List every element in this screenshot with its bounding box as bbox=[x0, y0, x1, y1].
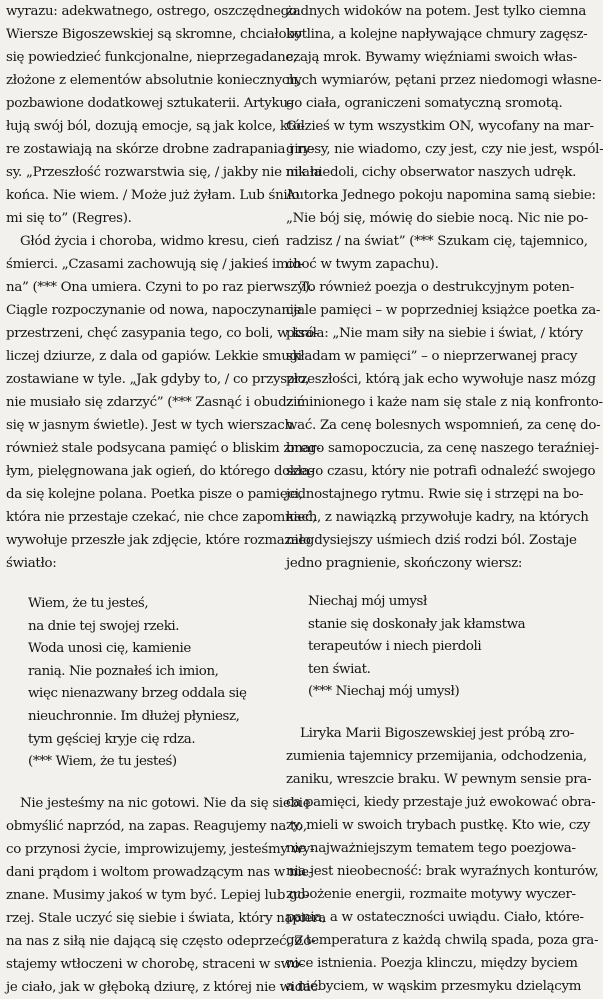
text-line: Wiem, że tu jesteś, bbox=[28, 596, 149, 611]
text-line: również stale podsycana pamięć o bliskim zmar- bbox=[6, 441, 321, 456]
poem-quote bbox=[6, 593, 280, 774]
text-line: niegdysiejszy uśmiech dziś rodzi ból. Zostaje bbox=[286, 533, 577, 548]
text-line: jednostajnego rytmu. Rwie się i strzępi na bo- bbox=[286, 487, 584, 502]
text-line: (*** Wiem, że tu jesteś) bbox=[28, 754, 177, 770]
text-line: stanie się doskonały jak kłamstwa bbox=[308, 616, 526, 632]
text-line: czają mrok. Bywamy więźniami swoich włas- bbox=[286, 50, 577, 65]
text-line: wywołuje przeszłe jak zdjęcie, które rozmazało bbox=[6, 533, 311, 548]
text-line: Wiersze Bigoszewskiej są skromne, chciałoby bbox=[6, 27, 302, 42]
text-line: rzej. Stale uczyć się siebie i świata, który napiera bbox=[6, 910, 326, 926]
text-line: złożone z elementów absolutnie koniecznych, bbox=[6, 73, 302, 88]
text-line: która nie przestaje czekać, nie chce zapomnieć, bbox=[6, 510, 317, 525]
text-line: nia jest nieobecność: brak wyraźnych konturów, bbox=[286, 863, 599, 879]
text-line: To również poezja o destrukcyjnym poten- bbox=[300, 280, 574, 295]
text-line: ranią. Nie poznałeś ich imion, bbox=[28, 663, 219, 679]
paragraph bbox=[6, 230, 321, 575]
left-column bbox=[6, 0, 326, 999]
text-line: wyrazu: adekwatnego, ostrego, oszczędnego. bbox=[6, 4, 301, 19]
text-line: go ciała, ograniczeni somatyczną sromotą. bbox=[286, 96, 563, 111]
text-line: choć w twym zapachu). bbox=[286, 257, 439, 272]
text-line: pisała: „Nie mam siły na siebie i świat, / który bbox=[286, 326, 583, 341]
text-line: wać. Za cenę bolesnych wspomnień, za cenę do- bbox=[286, 418, 601, 433]
text-line: terapeutów i niech pierdoli bbox=[308, 639, 482, 655]
text-line: zy, mieli w swoich trybach pustkę. Kto wie, czy bbox=[286, 817, 591, 833]
text-line: co przynosi życie, improwizujemy, jesteśmy wy- bbox=[6, 841, 315, 857]
text-line: żadnych widoków na potem. Jest tylko ciemna bbox=[286, 4, 587, 19]
text-line: Głód życia i choroba, widmo kresu, cień bbox=[20, 234, 280, 249]
text-line: się w jasnym świetle). Jest w tych wierszach bbox=[6, 418, 293, 433]
text-line: się powiedzieć funkcjonalne, nieprzegadane, bbox=[6, 50, 298, 65]
text-line: łym, pielęgnowana jak ogień, do którego dokła- bbox=[6, 464, 314, 479]
text-line: światło: bbox=[6, 556, 57, 571]
text-line: ten świat. bbox=[308, 661, 371, 677]
text-line: mi się to” (Regres). bbox=[6, 211, 132, 226]
text-line: Liryka Marii Bigoszewskiej jest próbą zro- bbox=[300, 725, 574, 741]
text-line: Gdzieś w tym wszystkim ON, wycofany na mar- bbox=[286, 119, 594, 134]
text-line: brego samopoczucia, za cenę naszego teraźniej- bbox=[286, 441, 599, 456]
text-line: pozbawione dodatkowej sztukaterii. Artyku- bbox=[6, 96, 292, 111]
paragraph bbox=[286, 0, 603, 276]
text-line: Ciągle rozpoczynanie od nowa, napoczynanie bbox=[6, 303, 302, 318]
text-line: go temperatura z każdą chwilą spada, poza gra- bbox=[286, 932, 599, 948]
text-line: zubożenie energii, rozmaite motywy wyczer- bbox=[286, 886, 576, 902]
text-line: nik niedoli, cichy obserwator naszych udręk. bbox=[286, 165, 577, 180]
text-line: stajemy wtłoczeni w chorobę, straceni w swo- bbox=[6, 956, 304, 972]
text-line: nie musiało się zdarzyć” (*** Zasnąć i obudzić bbox=[6, 395, 305, 410]
text-line: Niechaj mój umysł bbox=[308, 594, 427, 609]
text-line: nie najważniejszym tematem tego poezjowa- bbox=[286, 840, 576, 856]
text-line: obmyślić naprzód, na zapas. Reagujemy na to, bbox=[6, 818, 307, 834]
text-line: tym gęściej kryje cię rdza. bbox=[28, 731, 196, 747]
text-line: sy. „Przeszłość rozwarstwia się, / jakby nie miała bbox=[6, 165, 322, 180]
text-line: nieuchronnie. Im dłużej płyniesz, bbox=[28, 708, 240, 724]
text-line: więc nienazwany brzeg oddala się bbox=[28, 686, 247, 702]
text-line: pania, a w ostateczności uwiądu. Ciało, które- bbox=[286, 909, 584, 925]
text-line: cjale pamięci – w poprzedniej książce poetka za- bbox=[286, 303, 601, 318]
text-line: zostawiane w tyle. „Jak gdyby to, / co przyszło, bbox=[6, 372, 310, 387]
text-line: ginesy, nie wiadomo, czy jest, czy nie jest, wspól- bbox=[286, 142, 603, 157]
text-line: z minionego i każe nam się stale z nią konfronto- bbox=[286, 395, 603, 410]
text-line: łują swój ból, dozują emocje, są jak kolce, któ- bbox=[6, 119, 305, 134]
text-line: Autorka Jednego pokoju napomina samą siebie: bbox=[286, 188, 596, 203]
text-line: na nas z siłą nie dającą się często odeprzeć. Zo- bbox=[6, 933, 316, 949]
text-line: zaniku, wreszcie braku. W pewnym sensie pra- bbox=[286, 771, 592, 787]
text-line: na” (*** Ona umiera. Czyni to po raz pierwszy). bbox=[6, 280, 314, 295]
text-line: znane. Musimy jakoś w tym być. Lepiej lub go- bbox=[6, 887, 310, 903]
text-line: Woda unosi cię, kamienie bbox=[28, 641, 191, 657]
text-line: Nie jesteśmy na nic gotowi. Nie da się siebie bbox=[20, 795, 311, 811]
text-line: da się kolejne polana. Poetka pisze o pamięci, bbox=[6, 487, 303, 502]
text-line: radzisz / na świat” (*** Szukam cię, tajemnico, bbox=[286, 234, 588, 249]
text-line: liczej dziurze, z dala od gapiów. Lekkie smugi bbox=[6, 349, 302, 364]
text-line: „Nie bój się, mówię do siebie nocą. Nic nie po- bbox=[286, 211, 589, 226]
text-line: re zostawiają na skórze drobne zadrapania i ry- bbox=[6, 142, 315, 157]
text-line: na dnie tej swojej rzeki. bbox=[28, 618, 180, 634]
text-line: ca pamięci, kiedy przestaje już ewokować obra- bbox=[286, 794, 596, 810]
text-line: przestrzeni, chęć zasypania tego, co boli, w kró- bbox=[6, 326, 319, 341]
text-line: jedno pragnienie, skończony wiersz: bbox=[286, 556, 523, 571]
text-line: składam w pamięci” – o nieprzerwanej pracy bbox=[286, 349, 578, 364]
text-line: przeszłości, którą jak echo wywołuje nasz mózg bbox=[286, 372, 596, 387]
text-line: końca. Nie wiem. / Może już żyłam. Lub śniło bbox=[6, 188, 300, 203]
paragraph bbox=[6, 792, 326, 999]
text-line: dani prądom i woltom prowadzącym nas w nie- bbox=[6, 864, 314, 880]
text-line: kotlina, a kolejne napływające chmury zagęsz- bbox=[286, 27, 588, 42]
paragraph bbox=[286, 276, 603, 575]
text-line: je ciało, jak w głęboką dziurę, z której nie widać bbox=[6, 979, 318, 995]
poem-quote bbox=[286, 591, 560, 704]
text-line: nych wymiarów, pętani przez niedomogi własne- bbox=[286, 73, 602, 88]
paragraph bbox=[6, 0, 322, 230]
text-line: kach, z nawiązką przywołuje kadry, na których bbox=[286, 510, 589, 525]
text-line: (*** Niechaj mój umysł) bbox=[308, 684, 460, 700]
right-column bbox=[286, 0, 603, 998]
text-line: zumienia tajemnicy przemijania, odchodzenia, bbox=[286, 748, 587, 764]
paragraph bbox=[286, 722, 599, 998]
text-line: nice istnienia. Poezja klinczu, między byciem bbox=[286, 955, 578, 971]
text-line: szego czasu, który nie potrafi odnaleźć swojego bbox=[286, 464, 596, 479]
text-line: a niebyciem, w wąskim przesmyku dzielącym bbox=[286, 978, 582, 994]
text-line: śmierci. „Czasami zachowują się / jakieś imio- bbox=[6, 257, 305, 272]
